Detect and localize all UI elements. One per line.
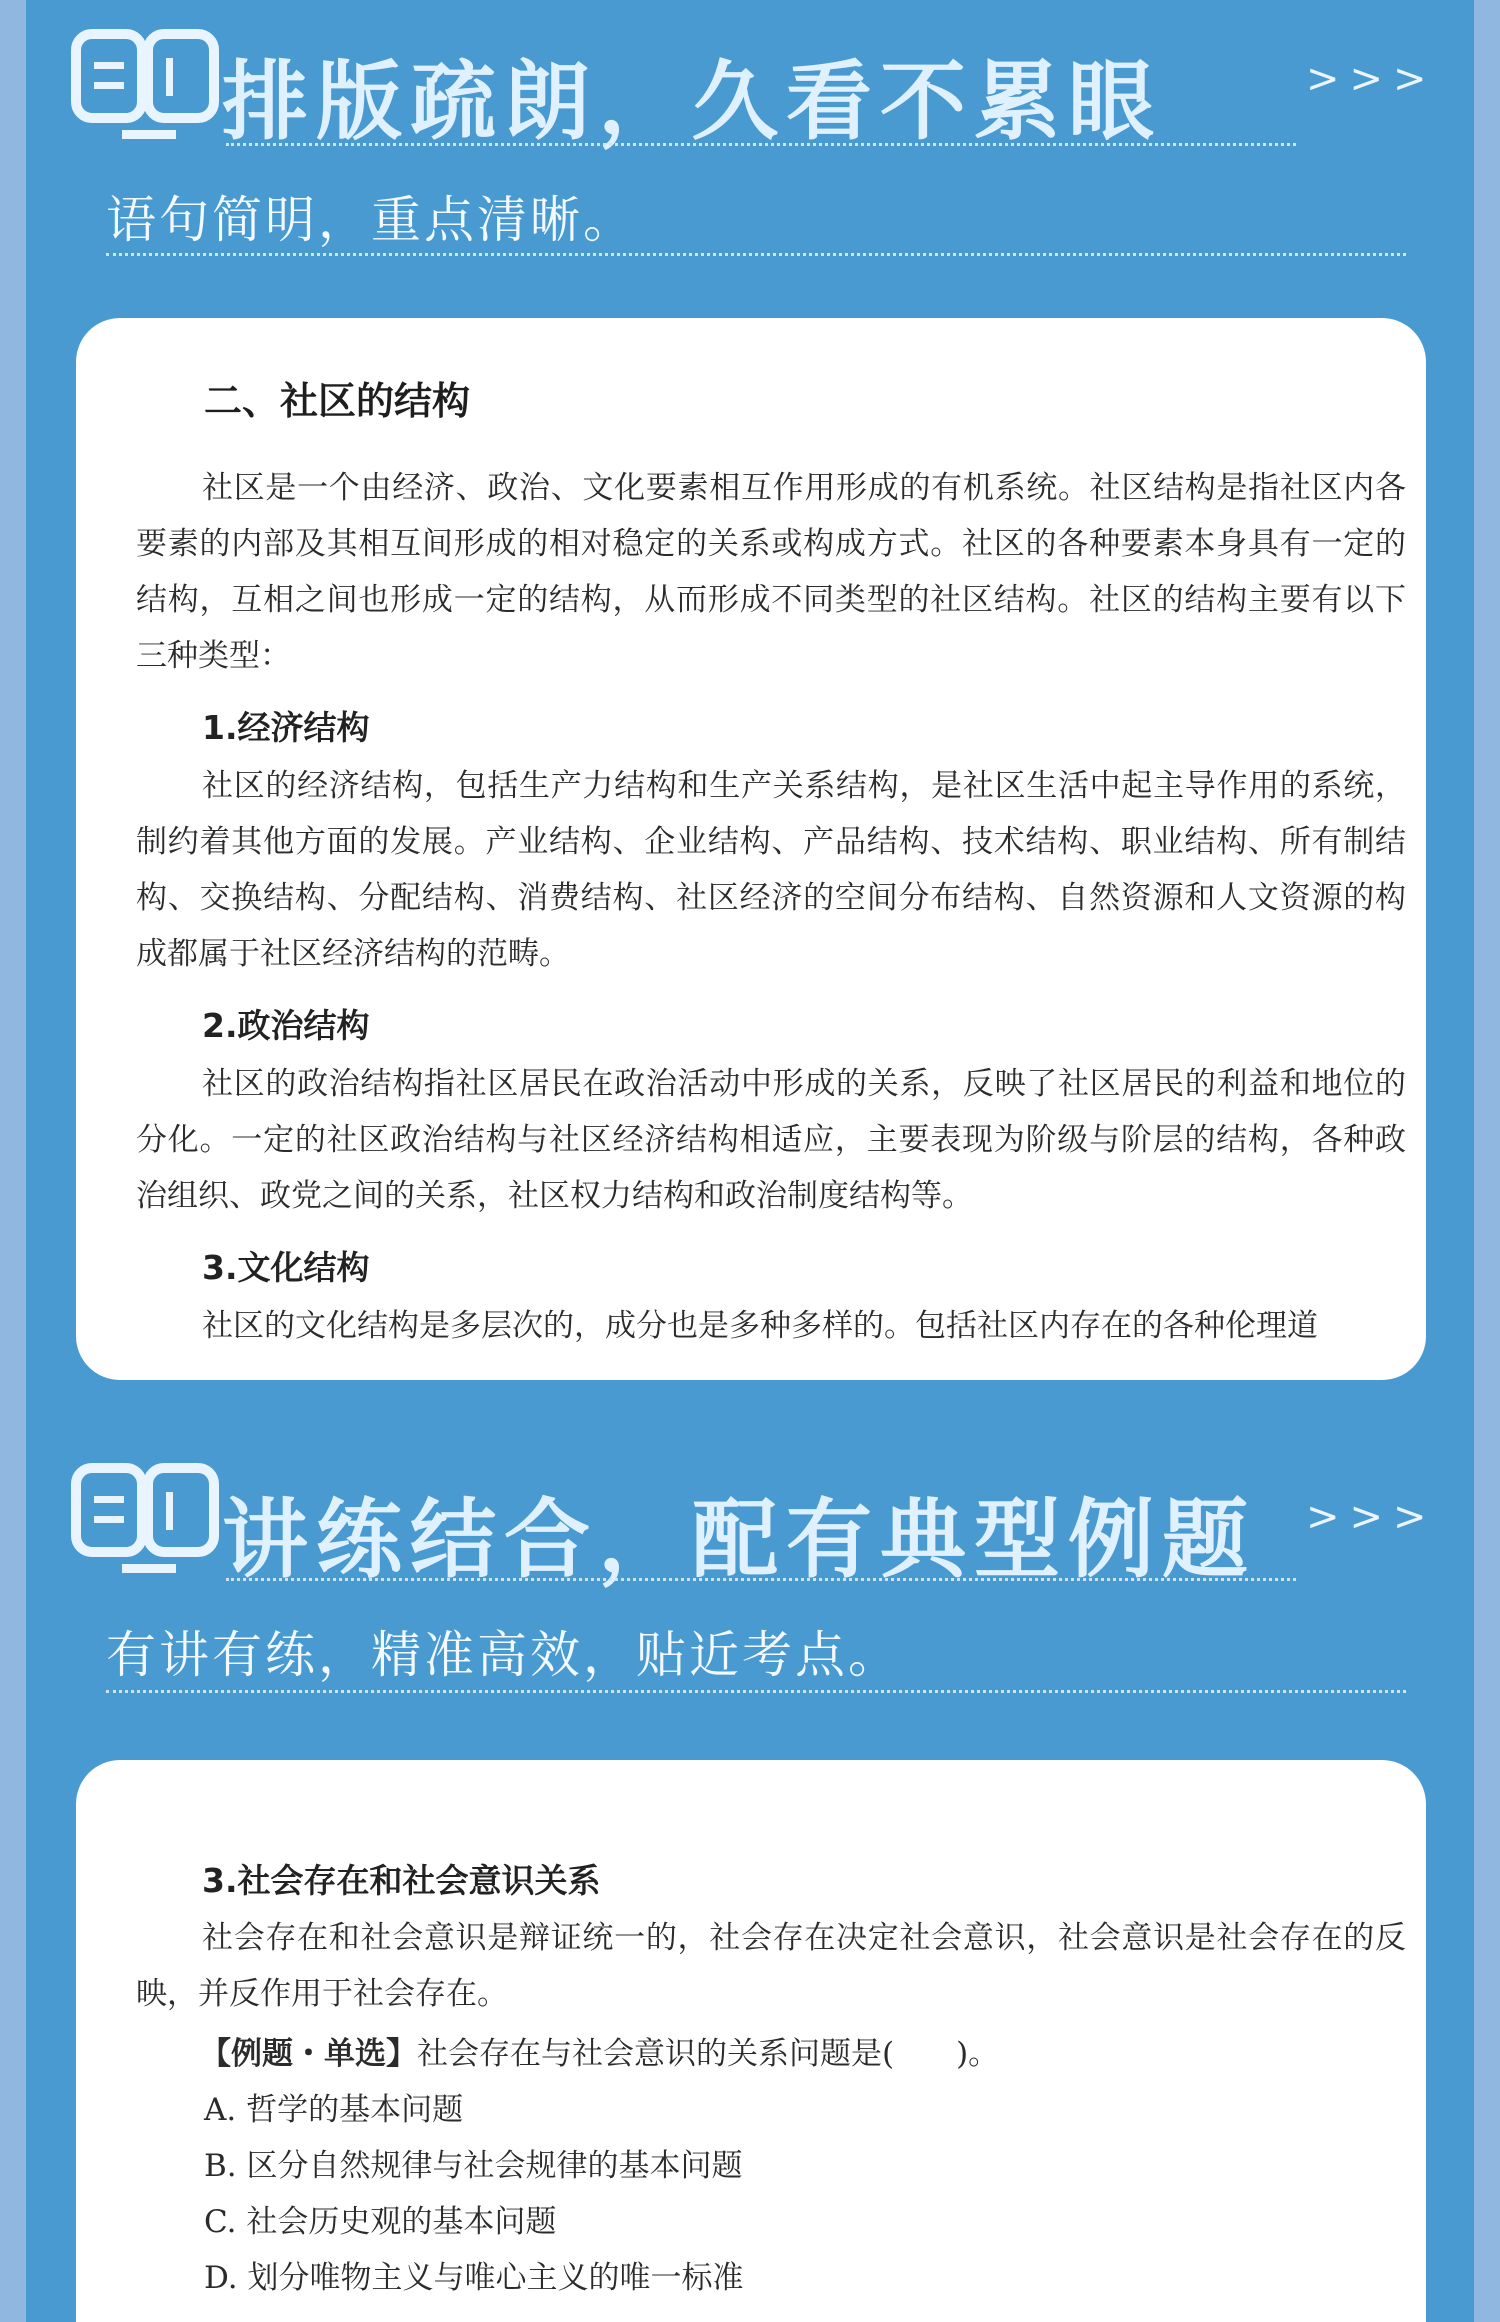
- book-icon: [70, 28, 220, 148]
- paragraph: 社区的经济结构，包括生产力结构和生产关系结构，是社区生活中起主导作用的系统，制约着其他方面的发展。产业结构、企业结构、产品结构、技术结构、职业结构、所有制结构、交换结构、分配结构、消费结构、社区经济的空间分布结构、自然资源和人文资源的构成都属于社区经济结构的范畴。: [136, 768, 1406, 972]
- arrows-icon: >>>: [1306, 1494, 1437, 1540]
- section-headline: 排版疏朗，久看不累眼: [222, 51, 1162, 152]
- subsection-heading: 2.政治结构: [202, 1006, 370, 1045]
- answer-option: A. 哲学的基本问题: [204, 2092, 464, 2128]
- paragraph: 社区的政治结构指社区居民在政治活动中形成的关系，反映了社区居民的利益和地位的分化。一定的社区政治结构与社区经济结构相适应，主要表现为阶级与阶层的结构，各种政治组织、政党之间的关系，社区权力结构和政治制度结构等。: [136, 1066, 1406, 1214]
- subsection-heading: 3.文化结构: [202, 1248, 370, 1287]
- divider: [106, 253, 1406, 256]
- answer-option: D. 划分唯物主义与唯心主义的唯一标准: [204, 2260, 744, 2296]
- example-question: [200, 2028, 999, 2073]
- section-subline: 语句简明，重点清晰。: [106, 191, 636, 249]
- divider: [106, 1690, 1406, 1693]
- answer-option: C. 社会历史观的基本问题: [204, 2204, 557, 2240]
- content-card: [76, 318, 1426, 1380]
- paragraph: 社区的文化结构是多层次的，成分也是多种多样的。包括社区内存在的各种伦理道: [202, 1308, 1318, 1344]
- example-question-text: 社会存在与社会意识的关系问题是( )。: [417, 2036, 1000, 2072]
- paragraph: 社会存在和社会意识是辩证统一的，社会存在决定社会意识，社会意识是社会存在的反映，并反作用于社会存在。: [136, 1920, 1406, 2012]
- subsection-heading: 3.社会存在和社会意识关系: [202, 1861, 601, 1900]
- card-title: 二、社区的结构: [204, 379, 471, 423]
- page-panel: [26, 0, 1474, 2322]
- arrows-icon: >>>: [1306, 56, 1437, 102]
- subsection-heading: 1.经济结构: [202, 708, 370, 747]
- book-icon: [70, 1462, 220, 1582]
- section-headline: 讲练结合，配有典型例题: [222, 1489, 1256, 1590]
- divider: [226, 1578, 1296, 1581]
- section-subline: 有讲有练，精准高效，贴近考点。: [106, 1626, 901, 1684]
- answer-option: B. 区分自然规律与社会规律的基本问题: [204, 2148, 743, 2184]
- intro-paragraph: 社区是一个由经济、政治、文化要素相互作用形成的有机系统。社区结构是指社区内各要素的内部及其相互间形成的相对稳定的关系或构成方式。社区的各种要素本身具有一定的结构，互相之间也形成一定的结构，从而形成不同类型的社区结构。社区的结构主要有以下三种类型：: [136, 470, 1406, 674]
- example-tag: 【例题・单选】: [200, 2036, 417, 2072]
- content-card: [76, 1760, 1426, 2322]
- divider: [226, 143, 1296, 146]
